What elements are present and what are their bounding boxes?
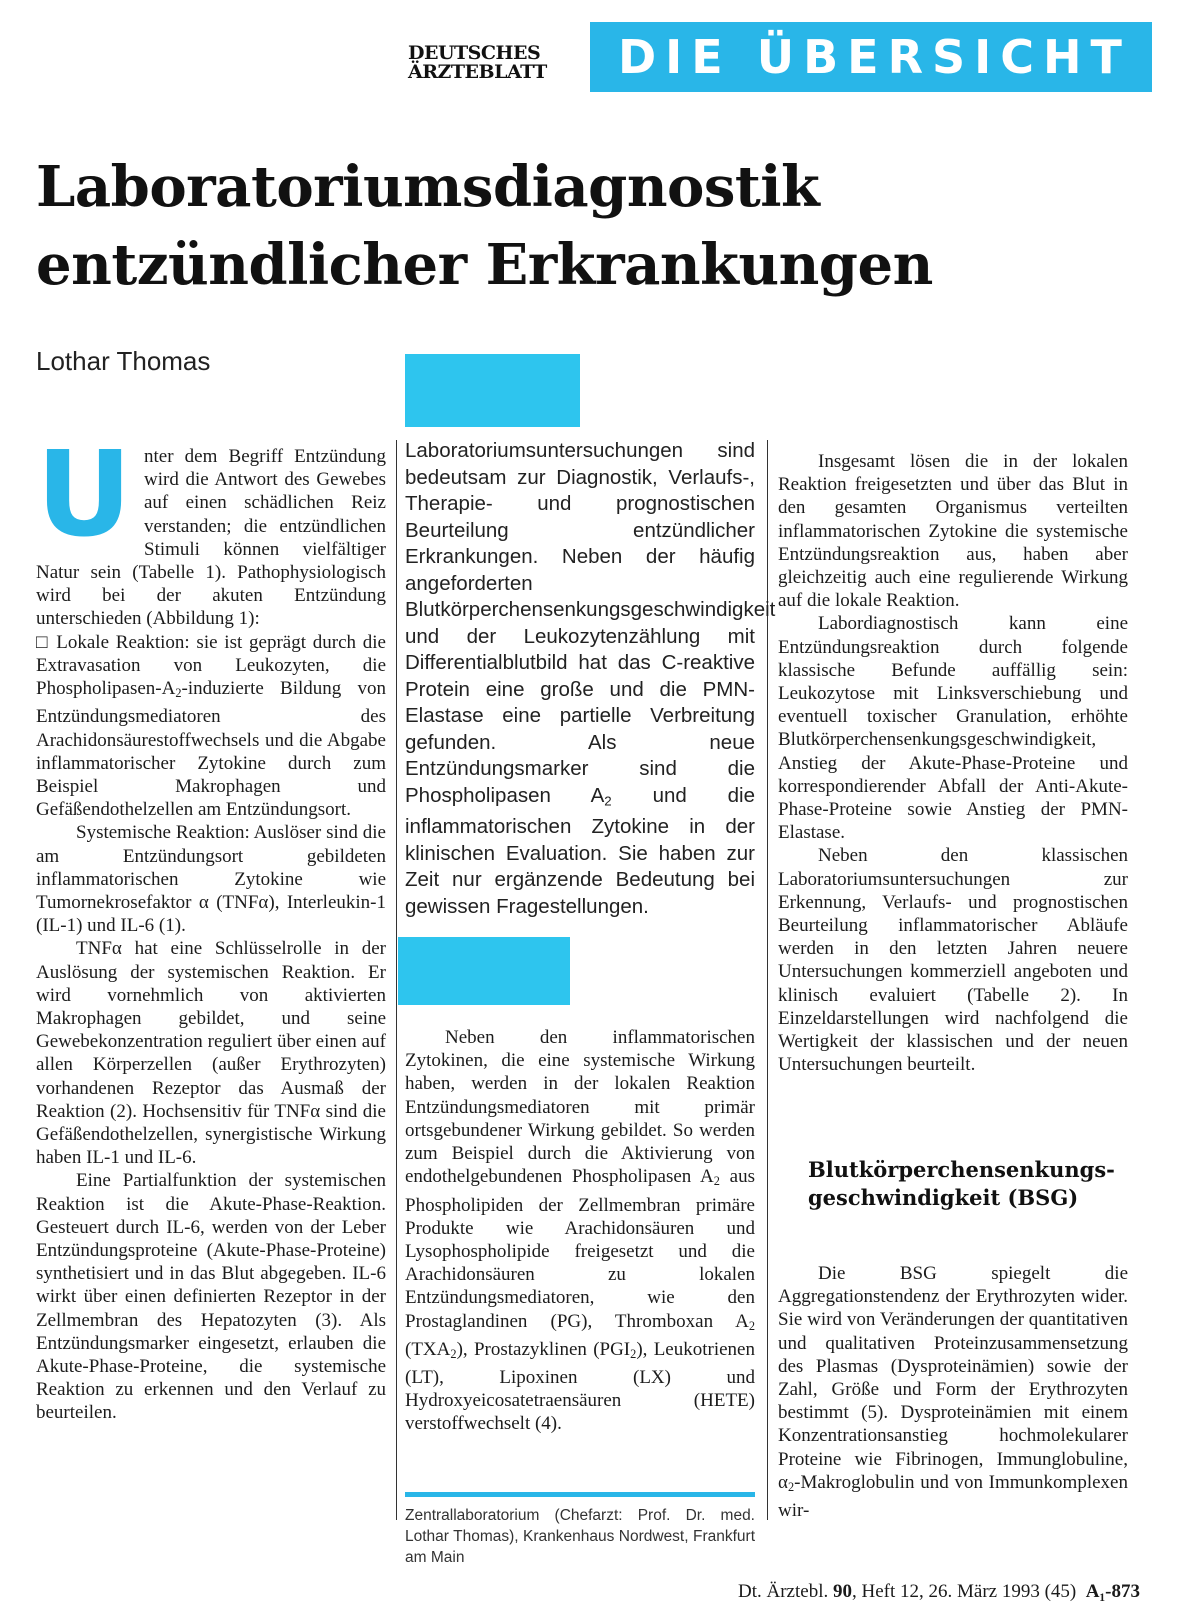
column-1 — [36, 425, 386, 1425]
title-line2: entzündlicher Erkrankungen — [36, 232, 933, 298]
section-label: DIE ÜBERSICHT — [618, 30, 1131, 84]
page-footer — [640, 1581, 1140, 1603]
body-paragraph: TNFα hat eine Schlüsselrolle in der Auslösung der systemischen Reaktion. Er wird vornehmlich von aktivierten Makrophagen gebildet, und seine Gewebekonzentration reguliert über einen auf allen Körperzellen (außer Erythrozyten) vorhandenen Rezeptor das Ausmaß der Reaktion (2). Hochsensitiv für TNFα sind die Gefäßendothelzellen, synergistische Wirkung haben IL-1 und IL-6. — [36, 938, 386, 1169]
body-paragraph: □ Lokale Reaktion: sie ist geprägt durch die Extravasation von Leukozyten, die Phospholipasen-$A_2$-induzierte Bildung von Entzündungsmediatoren des Arachidonsäurestoffwechsels und die Abgabe inflammatorischer Zytokine durch zum Beispiel Makrophagen und Gefäßendothelzellen am Entzündungsort. — [36, 631, 386, 821]
author-affiliation: Zentrallaboratorium (Chefarzt: Prof. Dr. med. Lothar Thomas), Krankenhaus Nordwest, Frankfurt am Main — [405, 1507, 755, 1566]
volume-number: 90 — [832, 1581, 852, 1602]
title-line1: Laboratoriumsdiagnostik — [36, 154, 820, 220]
body-paragraph: Insgesamt lösen die in der lokalen Reaktion freigesetzten und über das Blut in den gesamten Organismus verteilten inflammatorischen Zytokine die systemische Entzündungsreaktion aus, haben aber gleichzeitig auch eine regulierende Wirkung auf die lokale Reaktion. — [778, 451, 1128, 612]
abstract-text: Laboratoriumsuntersuchungen sind bedeutsam zur Diagnostik, Verlaufs-, Therapie- und prognostischen Beurteilung entzündlicher Erkrankungen. Neben der häufig angeforderten Blutkörperchensenkungsgeschwindigkeit und der Leukozytenzählung mit Differentialblutbild hat das C-reaktive Protein eine große und die PMN-Elastase eine partielle Verbreitung gefunden. Als neue Entzündungsmarker sind die Phospholipasen $A_2$ und die inflammatorischen Zytokine in der klinischen Evaluation. Sie haben zur Zeit nur ergänzende Bedeutung bei gewissen Fragestellungen. — [405, 439, 776, 918]
cyan-highlight-block — [398, 937, 570, 1005]
article-title — [36, 148, 1036, 304]
body-paragraph: Neben den klassischen Laboratoriumsuntersuchungen zur Erkennung, Verlaufs- und prognostischen Beurteilung inflammatorischer Abläufe werden in den letzten Jahren neuere Untersuchungen kommerziell angeboten und klinisch evaluiert (Tabelle 2). In Einzeldarstellungen wird nachfolgend die Wertigkeit der klassischen und der neuen Untersuchungen beurteilt. — [778, 845, 1128, 1076]
body-paragraph: Systemische Reaktion: Auslöser sind die am Entzündungsort gebildeten inflammatorischen Zytokine wie Tumornekrosefaktor α (TNFα), Interleukin-1 (IL-1) und IL-6 (1). — [36, 822, 386, 937]
journal-name-line1: DEUTSCHES — [408, 42, 541, 64]
author-name: Lothar Thomas — [36, 346, 211, 376]
citation-issue: , Heft 12, 26. März 1993 (45) — [851, 1581, 1077, 1602]
column-3-continued — [778, 1262, 1128, 1522]
column-divider — [396, 440, 397, 1520]
body-paragraph: Eine Partialfunktion der systemischen Reaktion ist die Akute-Phase-Reaktion. Gesteuert durch IL-6, werden von der Leber Entzündungsproteine (Akute-Phase-Proteine) synthetisiert und in das Blut abgegeben. IL-6 wirkt über einen definierten Rezeptor in der Zellmembran des Hepatozyten (3). Als Entzündungsmarker eingesetzt, erlauben die Akute-Phase-Proteine, die systemische Reaktion zu erkennen und den Verlauf zu beurteilen. — [36, 1170, 386, 1424]
body-paragraph: Die BSG spiegelt die Aggregationstendenz der Erythrozyten wider. Sie wird von Veränderungen der quantitativen und qualitativen Proteinzusammensetzung des Plasmas (Dysproteinämien) sowie der Zahl, Größe und Form der Erythrozyten bestimmt (5). Dysproteinämien mit einem Konzentrationsanstieg hochmolekularer Proteine wie Fibrinogen, Immunglobuline, $\alpha_2$-Makroglobulin und von Immunkomplexen wir- — [778, 1263, 1128, 1522]
page-number: A₁-873 — [1085, 1581, 1140, 1602]
intro-paragraph: Unter dem Begriff Entzündung wird die Antwort des Gewebes auf einen schädlichen Reiz verstanden; die entzündlichen Stimuli können vielfältiger Natur sein (Tabelle 1). Pathophysiologisch wird bei der akuten Entzündung unterschieden (Abbildung 1): — [36, 425, 386, 630]
column-3 — [778, 450, 1128, 1076]
footnote-separator — [405, 1492, 755, 1497]
body-paragraph: Labordiagnostisch kann eine Entzündungsreaktion durch folgende klassische Befunde auffällig sein: Leukozytose mit Linksverschiebung und eventuell toxischer Granulation, erhöhte Blutkörperchensenkungsgeschwindigkeit, Anstieg der Akute-Phase-Proteine und korrespondierender Abfall der Anti-Akute-Phase-Proteine sowie Anstieg der PMN-Elastase. — [778, 613, 1128, 844]
column-2 — [405, 1026, 755, 1436]
section-heading: Blutkörperchensenkungs- geschwindigkeit (BSG) — [808, 1157, 1115, 1210]
journal-name — [408, 44, 578, 82]
body-paragraph: Neben den inflammatorischen Zytokinen, die eine systemische Wirkung haben, werden in der lokalen Reaktion Entzündungsmediatoren mit primär ortsgebundener Wirkung gebildet. So werden zum Beispiel durch die Aktivierung von endothelgebundenen Phospholipasen $A_2$ aus Phospholipiden der Zellmembran primäre Produkte wie Arachidonsäuren und Lysophospholipide freigesetzt und die Arachidonsäuren zu lokalen Entzündungsmediatoren, wie den Prostaglandinen (PG), Thromboxan $A_2$ $(TXA_2)$, Prostazyklinen $(PGI_2)$, Leukotrienen (LT), Lipoxinen (LX) und Hydroxyeicosatetraensäuren (HETE) verstoffwechselt (4). — [405, 1027, 755, 1435]
cyan-highlight-block — [405, 354, 580, 427]
abstract — [405, 438, 776, 920]
citation-text: Dt. Ärztebl. — [738, 1581, 833, 1602]
journal-name-line2: ÄRZTEBLATT — [408, 61, 547, 83]
drop-cap: U — [36, 425, 132, 563]
section-banner — [590, 22, 1152, 92]
